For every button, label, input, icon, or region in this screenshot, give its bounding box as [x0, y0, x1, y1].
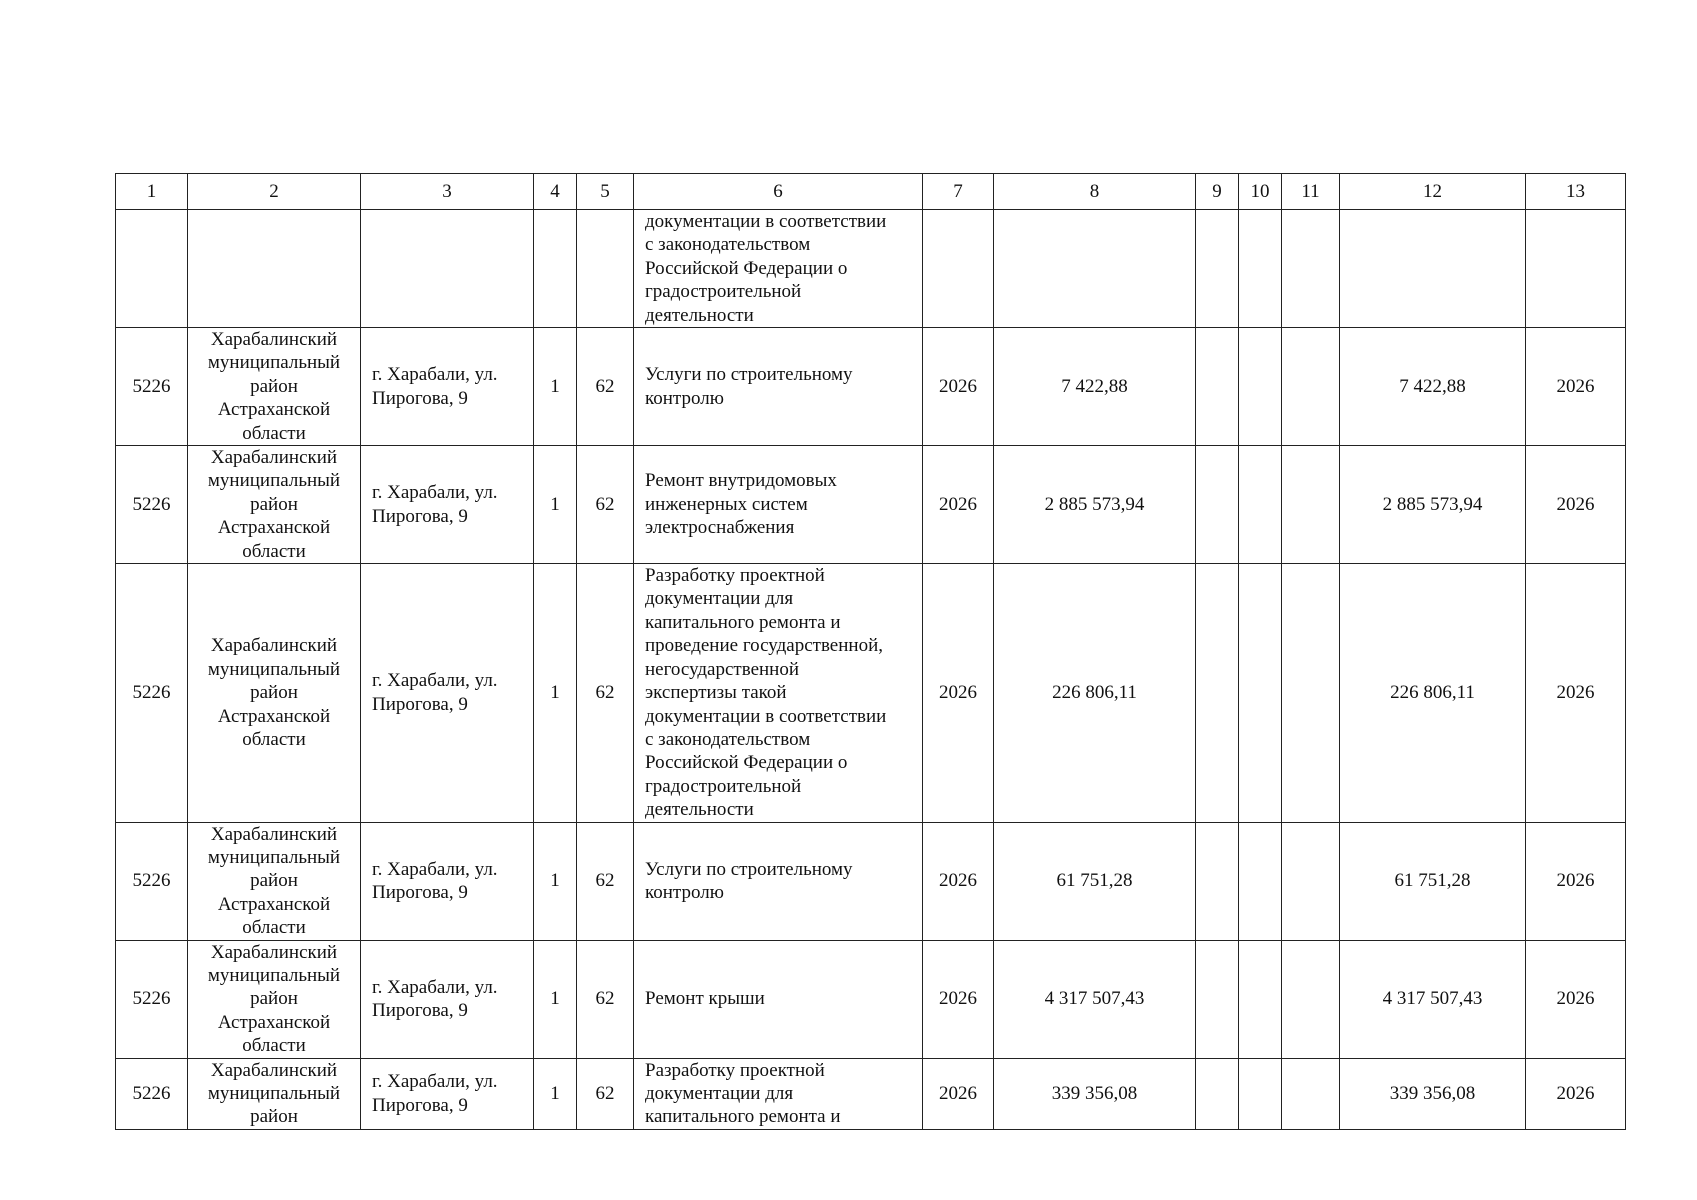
col4-cell: 1: [534, 328, 577, 446]
table-row: [116, 822, 1626, 940]
year13-cell: 2026: [1526, 564, 1626, 822]
amount12-cell: 2 885 573,94: [1340, 446, 1526, 564]
col9-cell: [1196, 564, 1239, 822]
address-cell: [361, 822, 534, 940]
district-text: Харабалинский муниципальный район Астраханской области: [207, 447, 341, 562]
district-cell: [188, 446, 361, 564]
col11-cell: [1282, 328, 1340, 446]
year13-cell: 2026: [1526, 446, 1626, 564]
cont-work-text: документации в соответствии с законодательством Российской Федерации о градостроительной деятельности: [645, 211, 887, 326]
work-text: Услуги по строительному контролю: [645, 364, 853, 409]
col10-cell: [1239, 564, 1282, 822]
col9-cell: [1196, 940, 1239, 1058]
cont-empty-5: [577, 210, 634, 328]
year-cell: 2026: [923, 328, 994, 446]
cont-empty-13: [1526, 210, 1626, 328]
col9-cell: [1196, 1058, 1239, 1129]
table-row: [116, 446, 1626, 564]
address-text: г. Харабали, ул. Пирогова, 9: [372, 364, 498, 409]
address-cell: [361, 446, 534, 564]
work-text: Ремонт крыши: [645, 988, 765, 1010]
amount-cell: 226 806,11: [994, 564, 1196, 822]
amount12-cell: 339 356,08: [1340, 1058, 1526, 1129]
header-cell-9: 9: [1196, 174, 1239, 210]
work-cell: [634, 564, 923, 822]
col9-cell: [1196, 328, 1239, 446]
col5-cell: 62: [577, 564, 634, 822]
district-cell: [188, 328, 361, 446]
cont-empty-3: [361, 210, 534, 328]
continuation-row: [116, 210, 1626, 328]
cont-empty-11: [1282, 210, 1340, 328]
work-cell: [634, 446, 923, 564]
work-text: Ремонт внутридомовых инженерных систем электроснабжения: [645, 470, 837, 539]
address-text: г. Харабали, ул. Пирогова, 9: [372, 482, 498, 527]
cont-empty-7: [923, 210, 994, 328]
amount-cell: 4 317 507,43: [994, 940, 1196, 1058]
code-cell: 5226: [116, 328, 188, 446]
district-text: Харабалинский муниципальный район Астраханской области: [207, 329, 341, 444]
district-cell: [188, 940, 361, 1058]
cont-empty-8: [994, 210, 1196, 328]
col4-cell: 1: [534, 1058, 577, 1129]
col5-cell: 62: [577, 822, 634, 940]
table-row: [116, 564, 1626, 822]
code-cell: 5226: [116, 446, 188, 564]
work-cell: [634, 328, 923, 446]
year13-cell: 2026: [1526, 328, 1626, 446]
work-text: Разработку проектной документации для капитального ремонта и: [645, 1059, 841, 1128]
col11-cell: [1282, 1058, 1340, 1129]
address-text: г. Харабали, ул. Пирогова, 9: [372, 1071, 498, 1116]
table-row: [116, 328, 1626, 446]
header-cell-2: 2: [188, 174, 361, 210]
col10-cell: [1239, 822, 1282, 940]
header-cell-8: 8: [994, 174, 1196, 210]
year13-cell: 2026: [1526, 940, 1626, 1058]
col4-cell: 1: [534, 564, 577, 822]
amount12-cell: 4 317 507,43: [1340, 940, 1526, 1058]
col10-cell: [1239, 446, 1282, 564]
code-cell: 5226: [116, 564, 188, 822]
table-row: [116, 1058, 1626, 1129]
col10-cell: [1239, 328, 1282, 446]
year13-cell: 2026: [1526, 822, 1626, 940]
col11-cell: [1282, 446, 1340, 564]
address-text: г. Харабали, ул. Пирогова, 9: [372, 976, 498, 1022]
district-cell: [188, 564, 361, 822]
header-cell-12: 12: [1340, 174, 1526, 210]
year13-cell: 2026: [1526, 1058, 1626, 1129]
district-text: Харабалинский муниципальный район: [207, 1059, 341, 1128]
col5-cell: 62: [577, 328, 634, 446]
year-cell: 2026: [923, 1058, 994, 1129]
work-cell: [634, 940, 923, 1058]
year-cell: 2026: [923, 940, 994, 1058]
cont-empty-10: [1239, 210, 1282, 328]
col4-cell: 1: [534, 446, 577, 564]
amount-cell: 7 422,88: [994, 328, 1196, 446]
code-cell: 5226: [116, 940, 188, 1058]
header-row: [116, 174, 1626, 210]
header-cell-5: 5: [577, 174, 634, 210]
header-cell-1: 1: [116, 174, 188, 210]
cont-empty-2: [188, 210, 361, 328]
cont-work-cell: [634, 210, 923, 328]
work-text: Разработку проектной документации для капитального ремонта и проведение государственной, негосударственной экспертизы такой документации в соответствии с законодательством Российской Федерации о градостроительной деятельности: [645, 565, 887, 821]
address-cell: [361, 940, 534, 1058]
col4-cell: 1: [534, 940, 577, 1058]
amount12-cell: 226 806,11: [1340, 564, 1526, 822]
address-cell: [361, 1058, 534, 1129]
amount-cell: 339 356,08: [994, 1058, 1196, 1129]
header-cell-6: 6: [634, 174, 923, 210]
work-text: Услуги по строительному контролю: [645, 858, 853, 904]
amount-cell: 61 751,28: [994, 822, 1196, 940]
address-cell: [361, 564, 534, 822]
col4-cell: 1: [534, 822, 577, 940]
header-cell-4: 4: [534, 174, 577, 210]
col5-cell: 62: [577, 940, 634, 1058]
col5-cell: 62: [577, 1058, 634, 1129]
work-cell: [634, 1058, 923, 1129]
header-cell-10: 10: [1239, 174, 1282, 210]
col10-cell: [1239, 1058, 1282, 1129]
address-text: г. Харабали, ул. Пирогова, 9: [372, 670, 498, 715]
district-text: Харабалинский муниципальный район Астраханской области: [207, 635, 341, 750]
amount12-cell: 7 422,88: [1340, 328, 1526, 446]
year-cell: 2026: [923, 564, 994, 822]
code-cell: 5226: [116, 1058, 188, 1129]
district-text: Харабалинский муниципальный район Астраханской области: [207, 823, 341, 939]
header-cell-7: 7: [923, 174, 994, 210]
col11-cell: [1282, 940, 1340, 1058]
district-text: Харабалинский муниципальный район Астраханской области: [207, 941, 341, 1057]
table-row: [116, 940, 1626, 1058]
district-cell: [188, 822, 361, 940]
cont-empty-4: [534, 210, 577, 328]
work-cell: [634, 822, 923, 940]
header-cell-13: 13: [1526, 174, 1626, 210]
col9-cell: [1196, 446, 1239, 564]
cont-empty-1: [116, 210, 188, 328]
year-cell: 2026: [923, 446, 994, 564]
amount-cell: 2 885 573,94: [994, 446, 1196, 564]
col9-cell: [1196, 822, 1239, 940]
cont-empty-12: [1340, 210, 1526, 328]
header-cell-3: 3: [361, 174, 534, 210]
code-cell: 5226: [116, 822, 188, 940]
district-cell: [188, 1058, 361, 1129]
works-table: [115, 173, 1626, 1130]
amount12-cell: 61 751,28: [1340, 822, 1526, 940]
address-cell: [361, 328, 534, 446]
col11-cell: [1282, 564, 1340, 822]
col10-cell: [1239, 940, 1282, 1058]
header-cell-11: 11: [1282, 174, 1340, 210]
cont-empty-9: [1196, 210, 1239, 328]
col11-cell: [1282, 822, 1340, 940]
year-cell: 2026: [923, 822, 994, 940]
col5-cell: 62: [577, 446, 634, 564]
address-text: г. Харабали, ул. Пирогова, 9: [372, 858, 498, 904]
